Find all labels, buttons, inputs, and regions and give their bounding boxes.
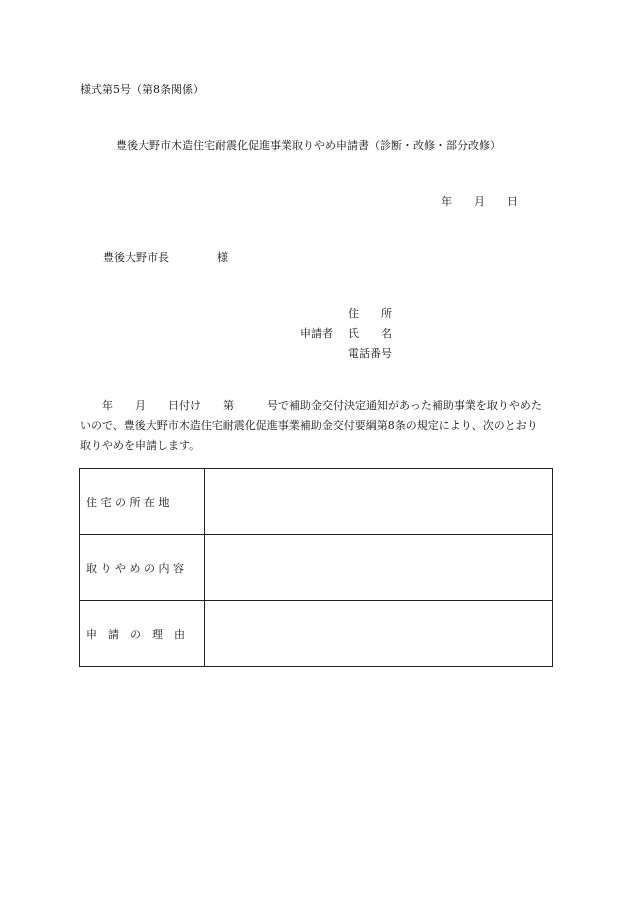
addressee: 豊後大野市長 (103, 251, 169, 264)
row-label-cancellation: 取 り や め の 内 容 (80, 535, 205, 601)
name-label: 氏 名 (348, 327, 392, 340)
document-title: 豊後大野市木造住宅耐震化促進事業取りやめ申請書（診断・改修・部分改修） (116, 139, 501, 152)
row-label-reason: 申 請 の 理 由 (80, 601, 205, 667)
table-row (80, 535, 553, 601)
applicant-phone-row (300, 344, 392, 364)
table-row (80, 601, 553, 667)
request-table (79, 468, 553, 667)
applicant-address-row (300, 304, 392, 324)
phone-label: 電話番号 (348, 347, 392, 360)
form-number: 様式第5号（第8条関係） (80, 83, 204, 96)
address-label: 住 所 (348, 307, 392, 320)
body-text: 年 月 日付け 第 号で補助金交付決定通知があった補助事業を取りやめたいので、豊後大野市木造住宅耐震化促進事業補助金交付要綱第8条の規定により、次のとおり取りやめを申請します。 (80, 399, 542, 452)
date-line: 年 月 日 (441, 195, 518, 208)
row-value-location[interactable] (205, 469, 553, 535)
applicant-block (300, 304, 392, 364)
row-value-reason[interactable] (205, 601, 553, 667)
honorific: 様 (217, 251, 228, 264)
applicant-lead: 申請者 (300, 327, 333, 340)
row-label-location: 住 宅 の 所 在 地 (80, 469, 205, 535)
table-row (80, 469, 553, 535)
applicant-name-row (300, 324, 392, 344)
row-value-cancellation[interactable] (205, 535, 553, 601)
addressee-line (103, 249, 228, 265)
